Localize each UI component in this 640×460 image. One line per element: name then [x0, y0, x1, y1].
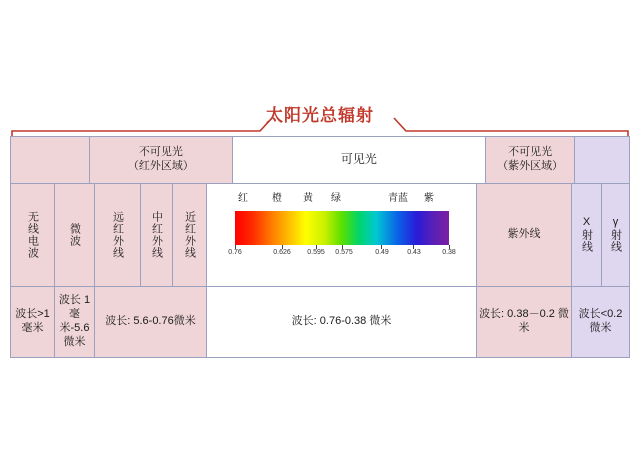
- wavelength-xray-gamma: 波长<0.2 微米: [572, 287, 629, 357]
- spectrum-table: [10, 136, 630, 358]
- tick-label-3: 0.575: [335, 249, 353, 257]
- band-ultraviolet-label: 紫外线: [507, 227, 541, 240]
- wavelength-visible: 波长: 0.76-0.38 微米: [207, 287, 477, 357]
- spectrum-gradient-bar: [235, 211, 449, 245]
- tick-label-1: 0.626: [273, 249, 291, 257]
- header-invisible-infrared-line2: （红外区域）: [127, 159, 194, 172]
- wavelength-infrared: 波长: 5.6-0.76微米: [95, 287, 207, 357]
- spectrum-color-labels: [207, 193, 477, 207]
- band-far-infrared: [95, 184, 141, 287]
- band-microwave-label: 微波: [68, 222, 81, 247]
- band-radio-label: 无线电波: [26, 210, 39, 259]
- wavelength-radio: 波长>1毫米: [11, 287, 55, 357]
- table-header-row: [11, 137, 629, 184]
- band-gamma-ray-label: γ射线: [609, 216, 622, 254]
- visible-spectrum: [207, 183, 476, 286]
- header-blank-right: [575, 137, 629, 184]
- header-invisible-infrared: [90, 137, 233, 184]
- header-invisible-ultraviolet: [486, 137, 575, 184]
- title-bracket: [10, 104, 630, 138]
- header-invisible-infrared-line1: 不可见光: [138, 146, 183, 159]
- tick-label-4: 0.49: [375, 249, 389, 257]
- header-visible: 可见光: [233, 137, 486, 184]
- color-label-green: 绿: [331, 193, 341, 205]
- band-near-infrared: [173, 184, 207, 287]
- band-x-ray-label: X射线: [580, 216, 593, 254]
- band-near-infrared-label: 近红外线: [183, 210, 196, 259]
- color-label-cyan-blue: 青蓝: [388, 193, 408, 205]
- band-microwave: [55, 184, 95, 287]
- band-mid-infrared: [141, 184, 173, 287]
- tick-label-5: 0.43: [407, 249, 421, 257]
- tick-label-2: 0.595: [307, 249, 325, 257]
- header-invisible-ultraviolet-line1: 不可见光: [508, 146, 553, 159]
- color-label-yellow: 黄: [303, 193, 313, 205]
- band-x-ray: [572, 184, 602, 287]
- band-far-infrared-label: 远红外线: [111, 210, 124, 259]
- band-mid-infrared-label: 中红外线: [150, 210, 163, 259]
- wavelength-ultraviolet: 波长: 0.38－0.2 微米: [477, 287, 572, 357]
- table-wavelength-row: [11, 287, 629, 357]
- header-blank-left: [11, 137, 90, 184]
- color-label-red: 红: [238, 193, 248, 205]
- visible-spectrum-cell: [207, 184, 477, 287]
- wavelength-microwave: 波长 1毫米-5.6微米: [55, 287, 95, 357]
- spectrum-tick-labels: [207, 249, 477, 261]
- color-label-orange: 橙: [272, 193, 282, 205]
- band-ultraviolet: [477, 184, 572, 287]
- table-band-row: [11, 184, 629, 287]
- header-invisible-ultraviolet-line2: （紫外区域）: [497, 159, 564, 172]
- color-label-violet: 紫: [424, 193, 434, 205]
- diagram-title: 太阳光总辐射: [266, 106, 374, 125]
- tick-label-0: 0.76: [228, 249, 242, 257]
- band-gamma-ray: [602, 184, 629, 287]
- tick-label-6: 0.38: [442, 249, 456, 257]
- band-radio: [11, 184, 55, 287]
